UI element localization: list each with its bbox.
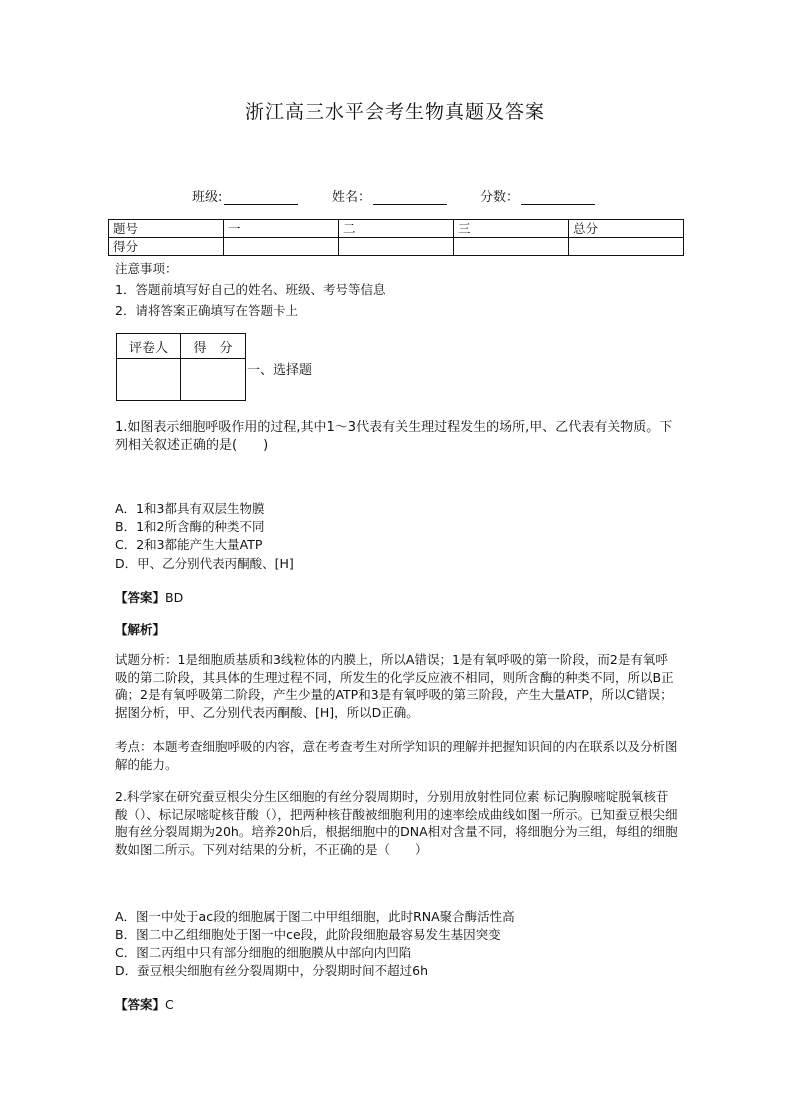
class-label: 班级:: [192, 190, 223, 205]
score-cell[interactable]: [454, 238, 569, 256]
score-table: [108, 219, 684, 256]
q2-option: D．蚕豆根尖细胞有丝分裂周期中，分裂期时间不超过6h: [115, 963, 429, 978]
score-blank[interactable]: [521, 190, 595, 205]
q1-analysis: 试题分析：1是细胞质基质和3线粒体的内膜上，所以A错误；1是有氧呼吸的第一阶段，而2是有氧呼吸的第二阶段，其具体的生理过程不同，所发生的化学反应液不相同，则所含酶的种类不同，所以B正确；2是有氧呼吸第二阶段，产生少量的ATP和3是有氧呼吸的第三阶段，产生大量ATP，所以C错误；据图分析，甲、乙分别代表丙酮酸、[H]，所以D正确。: [115, 652, 674, 720]
score-label: 分数：: [480, 190, 520, 205]
score-table-header: 题号: [109, 220, 224, 238]
notes-heading: 注意事项：: [115, 261, 178, 276]
q1-stem: 1.如图表示细胞呼吸作用的过程,其中1～3代表有关生理过程发生的场所,甲、乙代表有关物质。下列相关叙述正确的是( ): [115, 420, 673, 453]
grader-table: [116, 333, 246, 401]
answer-label: 【答案】: [115, 997, 166, 1012]
grader-score-cell[interactable]: [181, 359, 246, 401]
name-label: 姓名：: [332, 190, 372, 205]
answer-label: 【答案】: [115, 590, 166, 605]
q1-analysis-label: 【解析】: [115, 622, 166, 637]
answer-value: BD: [165, 590, 184, 605]
score-table-header: 总分: [569, 220, 684, 238]
q1-option: C．2和3都能产生大量ATP: [115, 537, 263, 552]
name-field: [332, 186, 447, 205]
section-title: 一、选择题: [247, 363, 313, 378]
grader-reviewer-label: 评卷人: [117, 334, 181, 359]
name-blank[interactable]: [373, 190, 447, 205]
class-blank[interactable]: [224, 190, 298, 205]
q2-stem: 2.科学家在研究蚕豆根尖分生区细胞的有丝分裂周期时，分别用放射性同位素 标记胸腺嘧啶脱氧核苷酸（）、标记尿嘧啶核苷酸（），把两种核苷酸被细胞利用的速率绘成曲线如图一所示。已知蚕豆根尖细胞有丝分裂周期为20h。培养20h后，根据细胞中的DNA相对含量不同，将细胞分为三组，每组的细胞数如图二所示。下列对结果的分析，不正确的是（ ）: [115, 789, 678, 857]
grader-reviewer-cell[interactable]: [117, 359, 181, 401]
q2-option: B．图二中乙组细胞处于图一中ce段，此阶段细胞最容易发生基因突变: [115, 927, 501, 942]
note-item: 1．答题前填写好自己的姓名、班级、考号等信息: [115, 282, 386, 297]
q2-answer: [115, 995, 174, 1013]
class-field: [192, 186, 298, 205]
q2-option: C．图二丙组中只有部分细胞的细胞膜从中部向内凹陷: [115, 945, 412, 960]
score-field: [480, 186, 595, 205]
grader-score-label: 得 分: [181, 334, 246, 359]
q1-point: 考点：本题考查细胞呼吸的内容，意在考查考生对所学知识的理解并把握知识间的内在联系以及分析图解的能力。: [115, 739, 678, 772]
q1-answer: [115, 588, 183, 606]
score-table-header-row: [109, 220, 684, 238]
q1-option: B．1和2所含酶的种类不同: [115, 519, 265, 534]
q1-option: A．1和3都具有双层生物膜: [115, 501, 265, 516]
score-cell[interactable]: [569, 238, 684, 256]
note-item: 2．请将答案正确填写在答题卡上: [115, 303, 298, 318]
score-cell[interactable]: [224, 238, 339, 256]
score-table-header: 二: [339, 220, 454, 238]
q2-option: A．图一中处于ac段的细胞属于图二中甲组细胞，此时RNA聚合酶活性高: [115, 909, 515, 924]
page-title: 浙江高三水平会考生物真题及答案: [244, 101, 545, 123]
score-table-header: 一: [224, 220, 339, 238]
score-cell[interactable]: [339, 238, 454, 256]
answer-value: C: [165, 997, 174, 1012]
score-table-row: [109, 238, 684, 256]
score-table-header: 三: [454, 220, 569, 238]
q1-option: D．甲、乙分别代表丙酮酸、[H]: [115, 556, 294, 571]
score-row-label: 得分: [109, 238, 224, 256]
